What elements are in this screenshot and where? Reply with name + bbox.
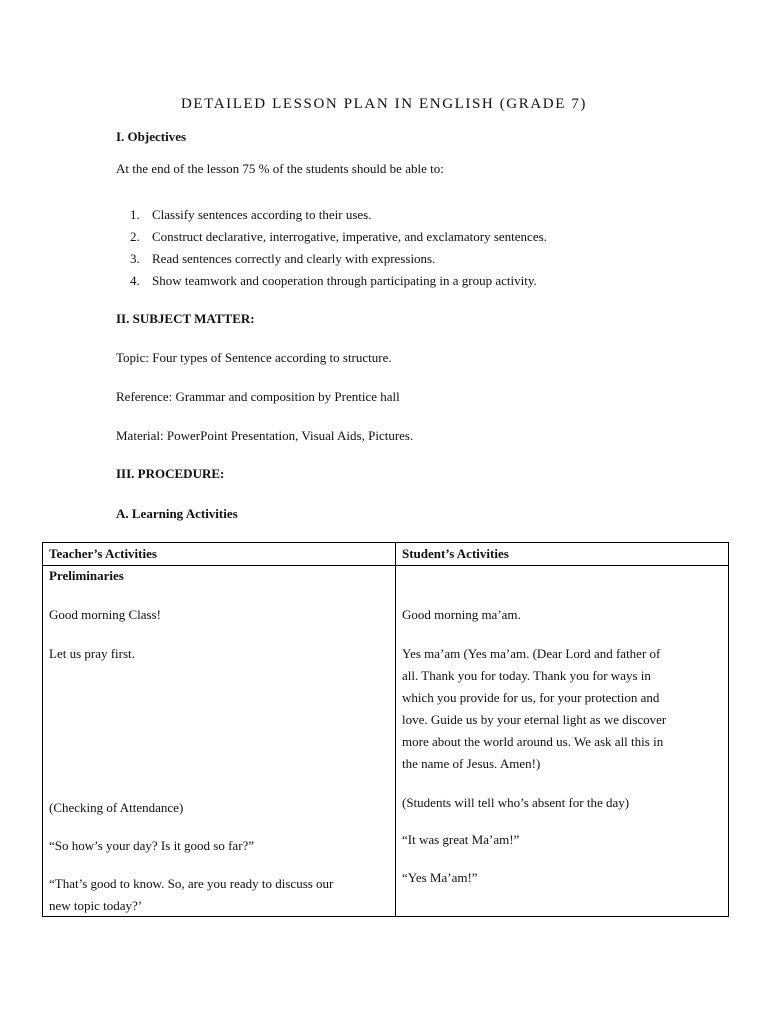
list-number: 1. — [130, 207, 140, 222]
list-item — [130, 251, 435, 267]
list-item — [130, 229, 547, 245]
student-line: “It was great Ma’am!” — [402, 832, 520, 847]
objectives-heading: I. Objectives — [116, 129, 187, 144]
learning-activities-heading: A. Learning Activities — [116, 506, 238, 521]
reference-line: Reference: Grammar and composition by Prentice hall — [116, 389, 400, 404]
document-title: DETAILED LESSON PLAN IN ENGLISH (GRADE 7) — [180, 96, 588, 112]
list-number: 2. — [130, 229, 140, 244]
list-text: Construct declarative, interrogative, imperative, and exclamatory sentences. — [152, 229, 547, 244]
student-line: the name of Jesus. Amen!) — [402, 756, 541, 771]
list-text: Classify sentences according to their uses. — [152, 207, 372, 222]
student-line: Good morning ma’am. — [402, 607, 521, 622]
list-text: Read sentences correctly and clearly with expressions. — [152, 251, 436, 266]
teacher-line: Let us pray first. — [49, 646, 135, 661]
preliminaries-label: Preliminaries — [49, 568, 124, 583]
list-text: Show teamwork and cooperation through participating in a group activity. — [152, 273, 537, 288]
teacher-line: (Checking of Attendance) — [49, 800, 184, 815]
student-line: which you provide for us, for your protection and — [402, 690, 660, 705]
teacher-line: “That’s good to know. So, are you ready to discuss our — [49, 876, 334, 891]
list-number: 3. — [130, 251, 140, 266]
student-line: love. Guide us by your eternal light as we discover — [402, 712, 667, 727]
subject-matter-heading: II. SUBJECT MATTER: — [116, 311, 255, 326]
teacher-line: new topic today?’ — [49, 898, 143, 913]
student-line: more about the world around us. We ask all this in — [402, 734, 664, 749]
student-line: (Students will tell who’s absent for the day) — [402, 795, 630, 810]
table-header-row — [43, 543, 729, 566]
teacher-column-header: Teacher’s Activities — [43, 543, 396, 566]
student-line: “Yes Ma’am!” — [402, 870, 478, 885]
activities-table — [42, 542, 729, 917]
student-activities-cell — [396, 566, 729, 917]
table-row — [43, 566, 729, 917]
student-column-header: Student’s Activities — [396, 543, 729, 566]
list-number: 4. — [130, 273, 140, 288]
student-line: all. Thank you for today. Thank you for ways in — [402, 668, 651, 683]
objectives-intro: At the end of the lesson 75 % of the students should be able to: — [116, 161, 444, 176]
list-item — [130, 207, 372, 223]
teacher-line: “So how’s your day? Is it good so far?” — [49, 838, 255, 853]
material-line: Material: PowerPoint Presentation, Visual Aids, Pictures. — [116, 428, 414, 443]
procedure-heading: III. PROCEDURE: — [116, 466, 225, 481]
student-line: Yes ma’am (Yes ma’am. (Dear Lord and father of — [402, 646, 661, 661]
teacher-activities-cell — [43, 566, 396, 917]
topic-line: Topic: Four types of Sentence according to structure. — [116, 350, 392, 365]
teacher-line: Good morning Class! — [49, 607, 161, 622]
list-item — [130, 273, 537, 289]
